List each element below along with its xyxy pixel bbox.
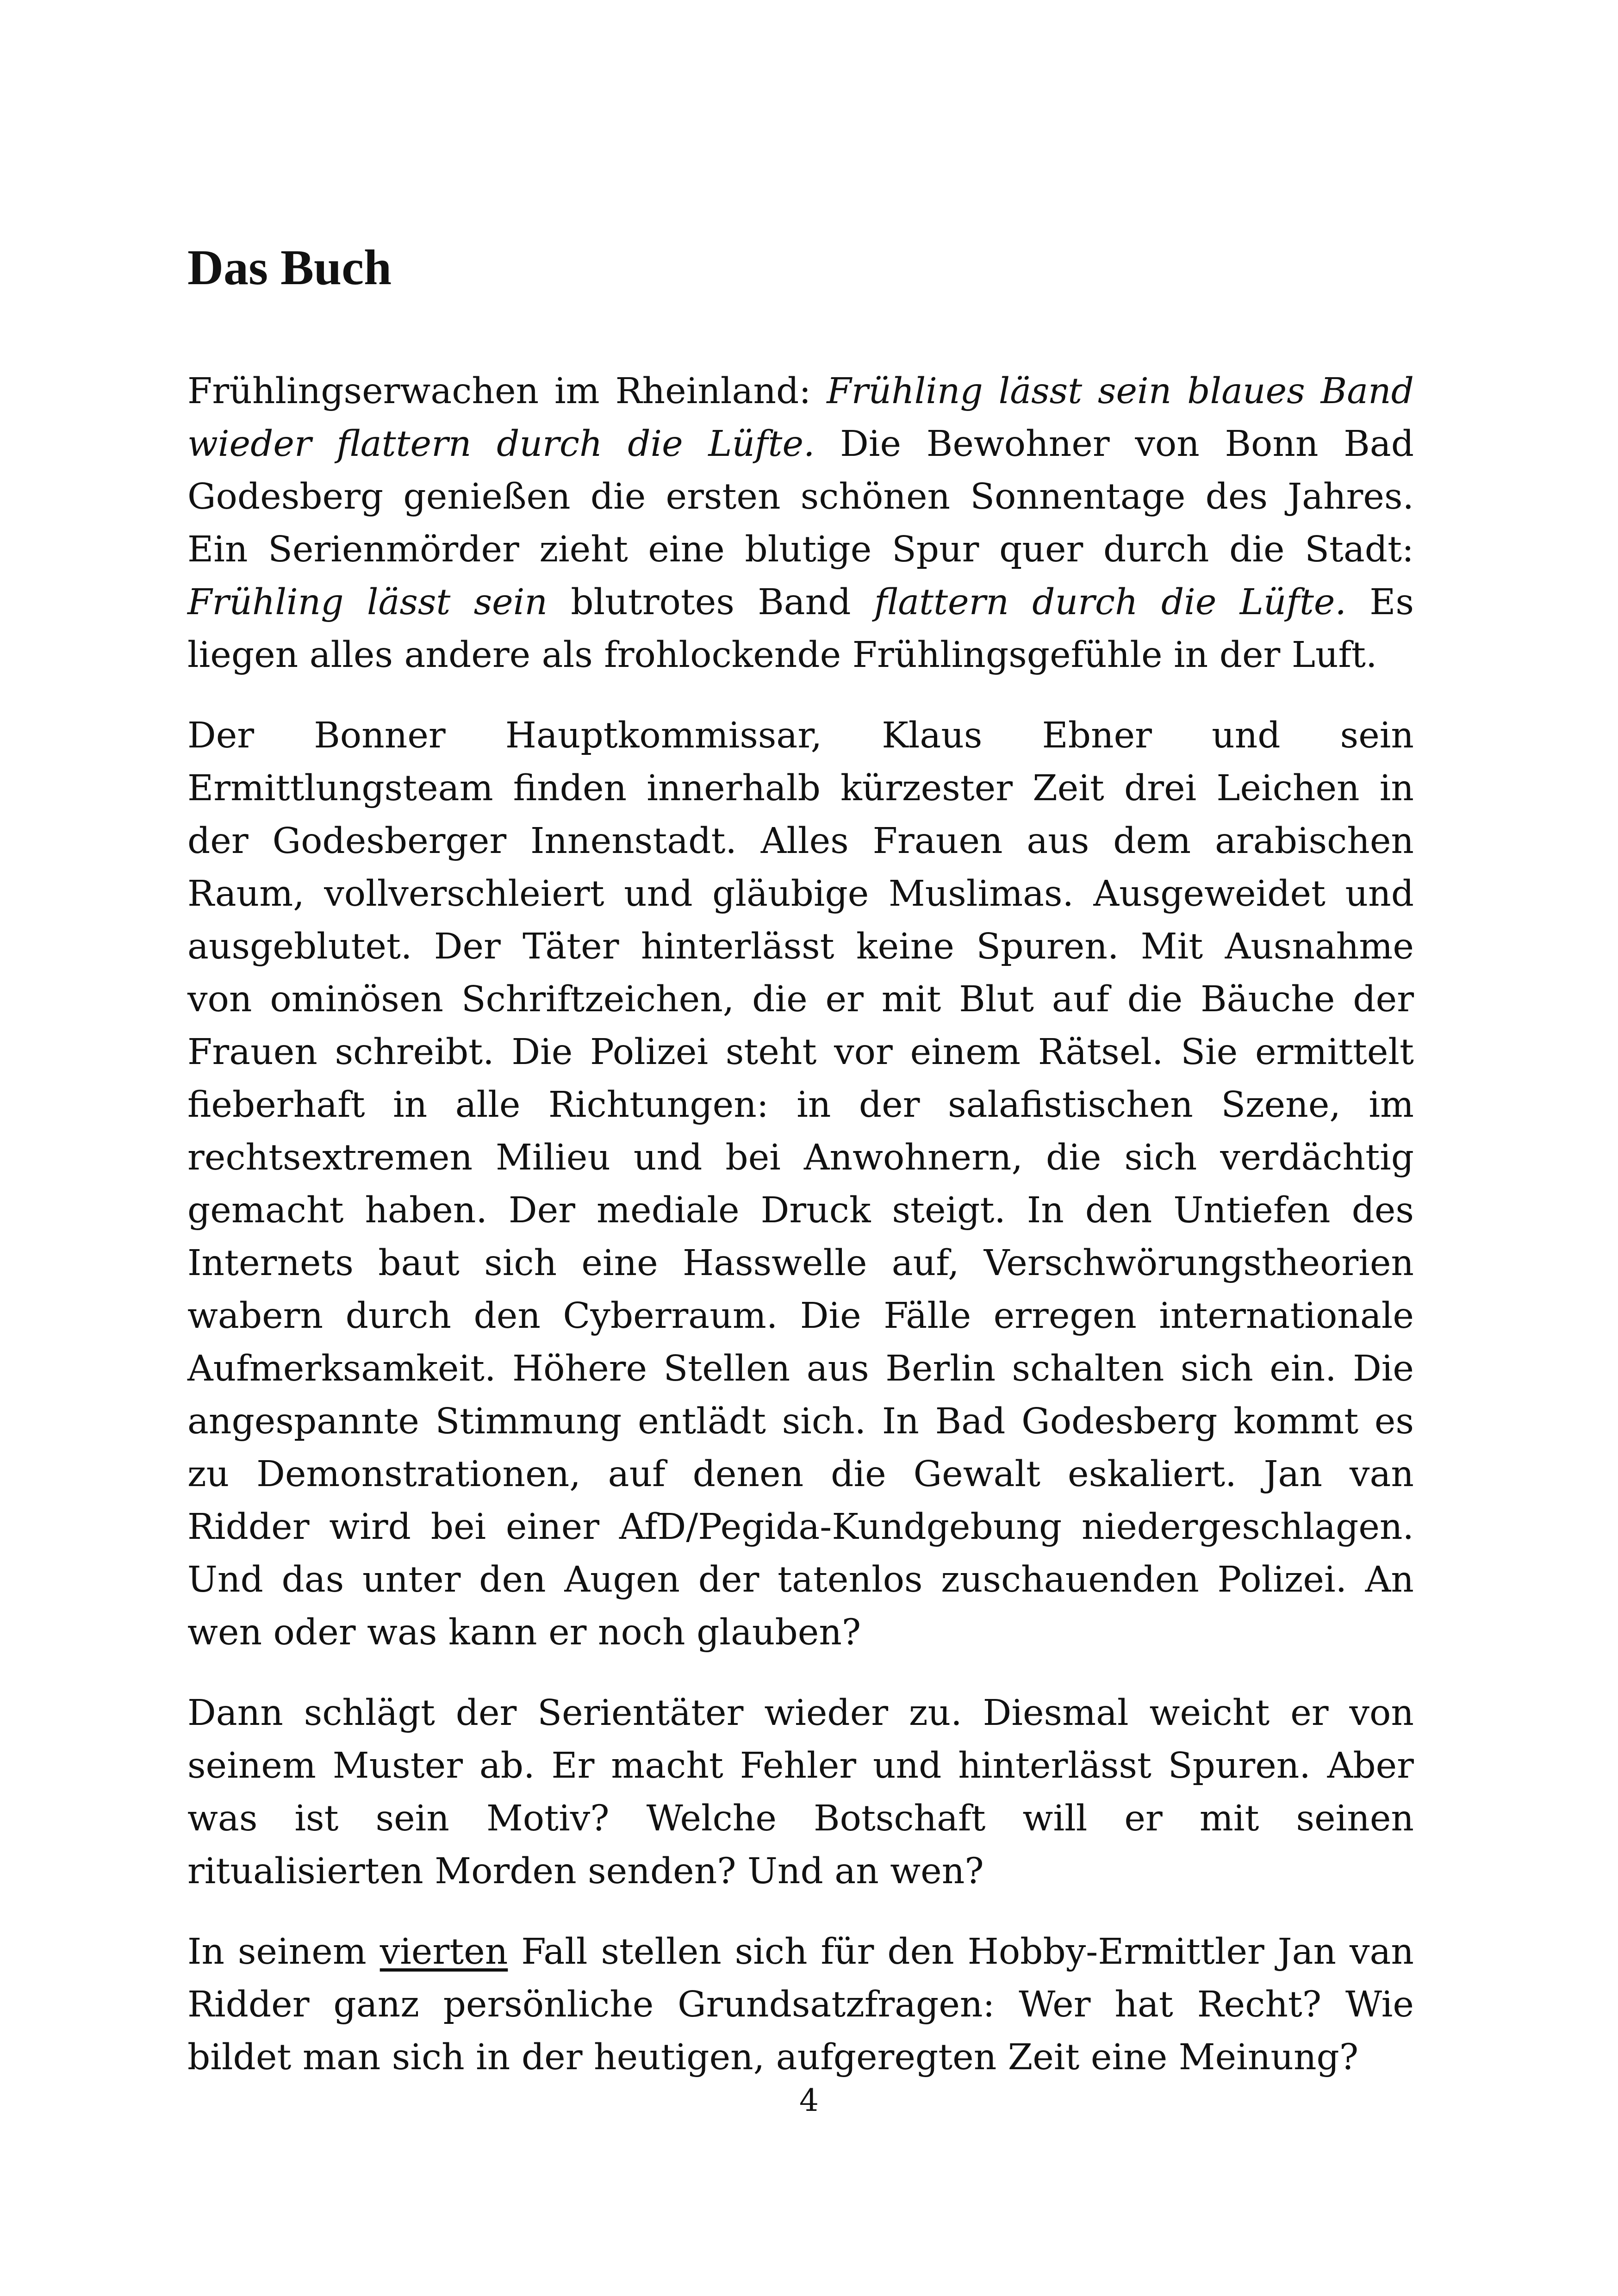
page-number: 4 bbox=[799, 2083, 819, 2118]
text-span: Frühlingserwachen im Rheinland: bbox=[187, 370, 827, 412]
paragraph-strike-again: Dann schlägt der Serientäter wieder zu. Diesmal weicht er von seinem Muster ab. Er macht Fehler und hinterlässt Spuren. Aber was ist sein Motiv? Welche Botschaft will er mit seinen ritualisierten Morden senden? Und an wen? bbox=[187, 1692, 1414, 1892]
text-span: Es liegen alles andere als frohlockende Frühlingsgefühle in der Luft. bbox=[187, 581, 1414, 676]
text-span: In seinem bbox=[187, 1931, 380, 1972]
text-span: Die Bewohner von Bonn Bad Godesberg genießen die ersten schönen Sonnentage des Jahres. Ein Serienmörder zieht eine blutige Spur quer durch die Stadt: bbox=[187, 423, 1414, 570]
paragraph-intro bbox=[187, 365, 1414, 682]
text-span: blutrotes Band bbox=[547, 581, 874, 623]
underlined-word: vierten bbox=[380, 1931, 508, 1972]
paragraph-fourth-case bbox=[187, 1926, 1414, 2084]
paragraph-investigation: Der Bonner Hauptkommissar, Klaus Ebner und sein Ermittlungsteam finden innerhalb kürzester Zeit drei Leichen in der Godesberger Innenstadt. Alles Frauen aus dem arabischen Raum, vollverschleiert und gläubige Muslimas. Ausgeweidet und ausgeblutet. Der Täter hinterlässt keine Spuren. Mit Ausnahme von ominösen Schriftzeichen, die er mit Blut auf die Bäuche der Frauen schreibt. Die Polizei steht vor einem Rätsel. Sie ermittelt fieberhaft in alle Richtungen: in der salafistischen Szene, im rechtsextremen Milieu und bei Anwohnern, die sich verdächtig gemacht haben. Der mediale Druck steigt. In den Untiefen des Internets baut sich eine Hasswelle auf, Verschwörungstheorien wabern durch den Cyberraum. Die Fälle erregen internationale Aufmerksamkeit. Höhere Stellen aus Berlin schalten sich ein. Die angespannte Stimmung entlädt sich. In Bad Godesberg kommt es zu Demonstrationen, auf denen die Gewalt eskaliert. Jan van Ridder wird bei einer AfD/Pegida-Kundgebung niedergeschlagen. Und das unter den Augen der tatenlos zuschauenden Polizei. An wen oder was kann er noch glauben? bbox=[187, 715, 1414, 1653]
italic-quote: flattern durch die Lüfte. bbox=[874, 581, 1346, 623]
text-span: Fall stellen sich für den Hobby-Ermittler Jan van Ridder ganz persönliche Grundsatzfragen: Wer hat Recht? Wie bildet man sich in der heutigen, aufgeregten Zeit eine Meinung? bbox=[187, 1931, 1414, 2078]
italic-quote: Frühling lässt sein blaues Band wieder flattern durch die Lüfte. bbox=[187, 370, 1414, 465]
section-heading: Das Buch bbox=[187, 240, 392, 295]
page-content bbox=[187, 241, 1414, 2112]
italic-quote: Frühling lässt sein bbox=[187, 581, 548, 623]
